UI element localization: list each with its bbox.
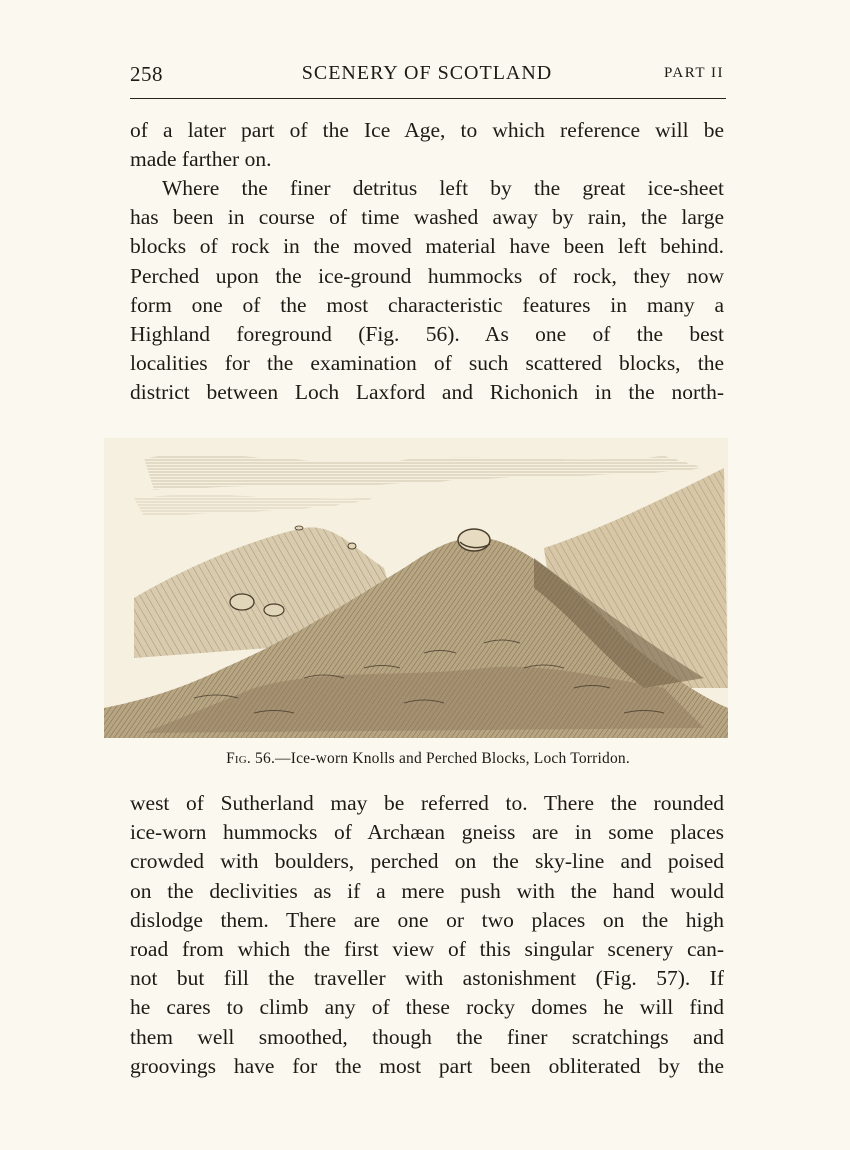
text-line: road from which the first view of this singular scenery can- — [130, 936, 724, 961]
page-number: 258 — [130, 62, 163, 86]
paragraph-1 — [130, 116, 724, 174]
text-line: Perched upon the ice-ground hummocks of rock, they now — [130, 263, 724, 288]
text-line: he cares to climb any of these rocky domes he will find — [130, 995, 724, 1020]
figure-label: Fig. 56. — [226, 750, 276, 767]
text-line: ice-worn hummocks of Archæan gneiss are in some places — [130, 820, 724, 845]
text-line: has been in course of time washed away by rain, the large — [130, 205, 724, 230]
text-line: groovings have for the most part been obliterated by the — [130, 1053, 724, 1078]
running-title: SCENERY OF SCOTLAND — [301, 62, 553, 84]
text-line: crowded with boulders, perched on the sky-line and poised — [130, 849, 724, 874]
text-line: localities for the examination of such scattered blocks, the — [130, 351, 724, 376]
text-line: Where the finer detritus left by the great ice-sheet — [162, 176, 724, 200]
text-line: district between Loch Laxford and Richonich in the north- — [130, 380, 724, 405]
text-line: blocks of rock in the moved material have been left behind. — [130, 234, 724, 259]
paragraph-3 — [130, 789, 724, 1081]
text-line: of a later part of the Ice Age, to which reference will be — [130, 118, 724, 142]
figure-caption-text: —Ice-worn Knolls and Perched Blocks, Loch Torridon. — [275, 750, 630, 767]
text-line: Highland foreground (Fig. 56). As one of the best — [130, 321, 724, 346]
paragraph-2 — [130, 174, 724, 408]
text-line: on the declivities as if a mere push with the hand would — [130, 878, 724, 903]
figure-caption — [130, 750, 726, 768]
figure-engraving — [104, 438, 728, 738]
text-line: made farther on. — [130, 147, 272, 172]
text-line: not but fill the traveller with astonishment (Fig. 57). If — [130, 966, 724, 991]
text-line: form one of the most characteristic features in many a — [130, 292, 724, 317]
ice-worn-knolls-illustration — [104, 438, 728, 738]
running-header — [130, 58, 724, 88]
text-line: dislodge them. There are one or two places on the high — [130, 907, 724, 932]
text-line: west of Sutherland may be referred to. There the rounded — [130, 791, 724, 815]
header-rule — [130, 98, 726, 99]
text-line: them well smoothed, though the finer scratchings and — [130, 1024, 724, 1049]
part-label: PART II — [663, 65, 724, 81]
